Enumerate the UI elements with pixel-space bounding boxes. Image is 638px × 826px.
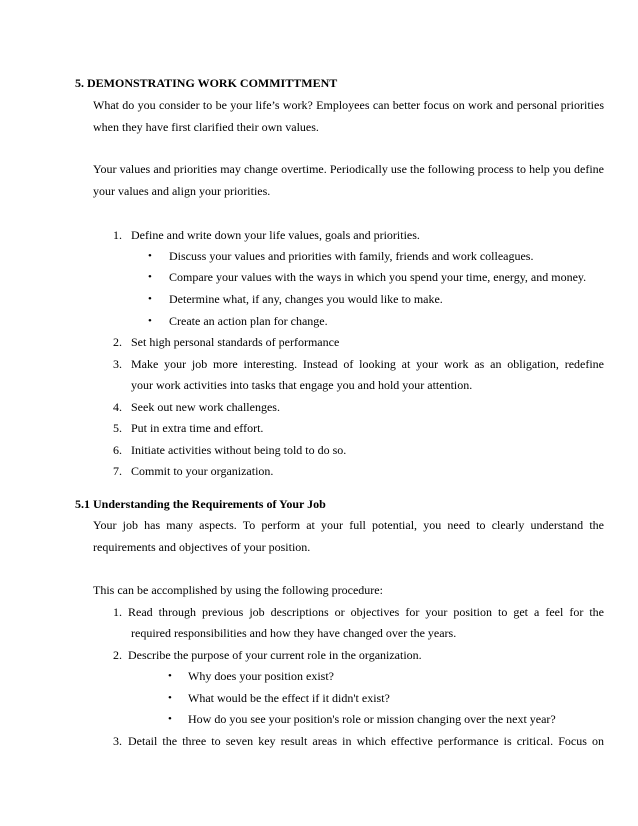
list-item-text: Define and write down your life values, goals and priorities.	[131, 228, 420, 242]
bullet-icon: •	[148, 271, 152, 283]
list-item-number: 3.	[113, 734, 122, 748]
list-item-text: Read through previous job descriptions or objectives for your position to get a feel for the	[128, 605, 604, 619]
bullet-icon: •	[168, 692, 172, 704]
bullet-item-text: How do you see your position's role or mission changing over the next year?	[188, 712, 556, 726]
bullet-icon: •	[148, 250, 152, 262]
list-item-number: 1.	[113, 228, 122, 242]
list-item-text: Detail the three to seven key result areas in which effective performance is critical. Focus on	[128, 734, 604, 748]
section-5-paragraph-2: Your values and priorities may change overtime. Periodically use the following process to help you define your values and align your priorities.	[93, 162, 604, 198]
list-item-number: 7.	[113, 464, 122, 478]
list-item-text: Commit to your organization.	[131, 464, 274, 478]
list-item-text-continued: your work activities into tasks that engage you and hold your attention.	[131, 378, 473, 392]
list-item-number: 5.	[113, 421, 122, 435]
bullet-icon: •	[148, 315, 152, 327]
section-5-1-paragraph-2: This can be accomplished by using the following procedure:	[93, 583, 383, 597]
bullet-item-text: What would be the effect if it didn't exist?	[188, 691, 390, 705]
section-5-paragraph-1: What do you consider to be your life’s work? Employees can better focus on work and personal priorities when they have first clarified their own values.	[93, 98, 604, 134]
section-5-1-heading: 5.1 Understanding the Requirements of Your Job	[75, 497, 326, 511]
list-item-number: 2.	[113, 648, 122, 662]
list-item-text: Set high personal standards of performance	[131, 335, 340, 349]
bullet-icon: •	[168, 713, 172, 725]
bullet-item-text: Compare your values with the ways in which you spend your time, energy, and money.	[169, 270, 587, 284]
list-item-number: 1.	[113, 605, 122, 619]
bullet-item-text: Create an action plan for change.	[169, 314, 328, 328]
list-item-number: 4.	[113, 400, 122, 414]
section-5-heading: 5. DEMONSTRATING WORK COMMITTMENT	[75, 76, 338, 90]
bullet-item-text: Determine what, if any, changes you would like to make.	[169, 292, 443, 306]
list-item-text: Describe the purpose of your current role in the organization.	[128, 648, 422, 662]
list-item-number: 3.	[113, 357, 122, 371]
section-5-1-paragraph-1: Your job has many aspects. To perform at your full potential, you need to clearly understand the requirements and objectives of your position.	[93, 518, 604, 554]
bullet-icon: •	[168, 670, 172, 682]
list-item-text-continued: required responsibilities and how they have changed over the years.	[131, 626, 457, 640]
list-item-text: Seek out new work challenges.	[131, 400, 280, 414]
list-item-number: 6.	[113, 443, 122, 457]
bullet-item-text: Discuss your values and priorities with family, friends and work colleagues.	[169, 249, 534, 263]
list-item-text: Initiate activities without being told to do so.	[131, 443, 347, 457]
list-item-text: Make your job more interesting. Instead of looking at your work as an obligation, redefine	[131, 357, 604, 371]
bullet-icon: •	[148, 293, 152, 305]
bullet-item-text: Why does your position exist?	[188, 669, 334, 683]
list-item-number: 2.	[113, 335, 122, 349]
list-item-text: Put in extra time and effort.	[131, 421, 264, 435]
